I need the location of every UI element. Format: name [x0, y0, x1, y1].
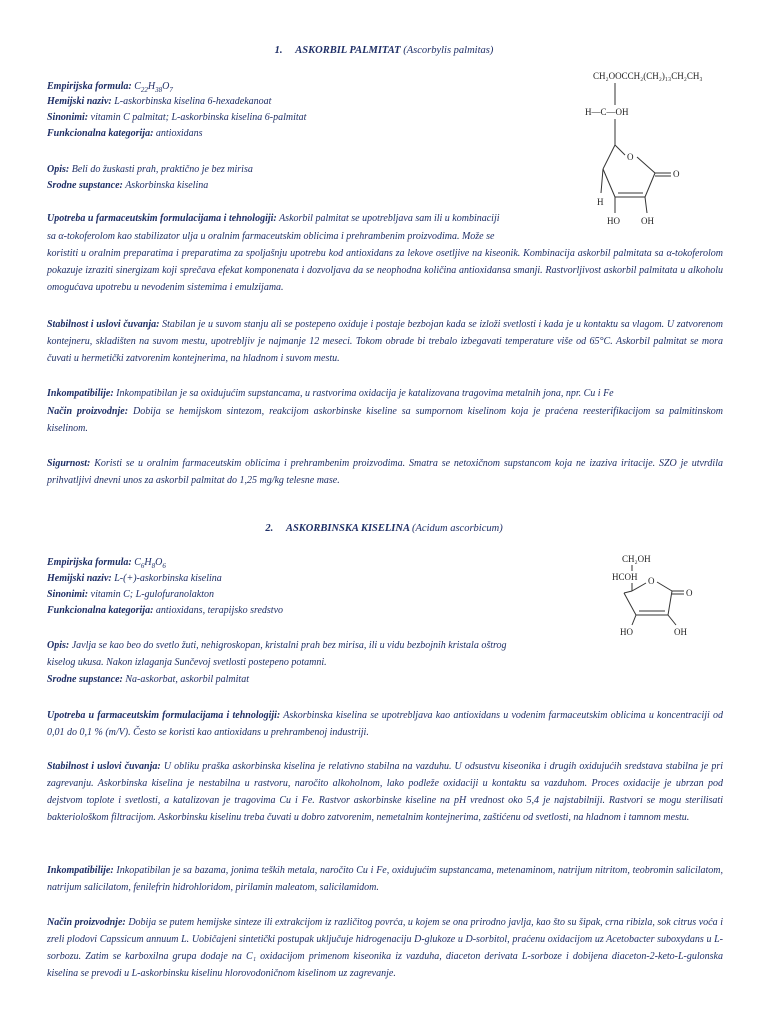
structure-chain-label: CH₂OOCCH₂(CH₂)₁₃CH₂CH₃: [593, 71, 703, 81]
s2-related-label: Srodne supstance:: [47, 674, 123, 685]
s2-synonyms-line: [47, 589, 214, 601]
s2-usage-text: Askorbinska kiselina se upotrebljava kao antioxidans u vodenim farmaceutskim oblicima u koncentraciji od 0,01 do 0,1 % (m/V). Često se koristi kao antioxidans u prehrambenoj industriji.: [47, 710, 723, 738]
s2-formula: $C_6H_8O_6$: [134, 557, 166, 570]
s2-stability-text: U obliku praška askorbinska kiselina je relativno stabilna na vazduhu. U odsustvu kiseonika i drugih oxidujućih sredstava stabilna je pri zagrevanju. Askorbinska kiselina je nestabilna u rastvoru, naročito alkoholnom, lako podleže oxidaciji u kontaktu sa vazduhom. Proces oxidacije je ubrzan pod dejstvom toplote i svetlosti, a katalizovan je tragovima Cu i Fe. Rastvor askorbinske kiseline na pH vrednost oko 5,4 je najstabilniji. Rastvori se mogu sterilisati bakteriološkom filtracijom. Askorbinsku kiselinu treba čuvati u dobro zatvorenim, nemetalnim kontejnerima, zaštićenu od svetlosti, na hladnom i tamnom mestu.: [47, 761, 723, 823]
ascorbyl-palmitate-structure: [585, 65, 730, 240]
structure-oh-label: OH: [641, 216, 654, 226]
s2-formula-label: Empirijska formula:: [47, 557, 132, 568]
structure-ho-label-2: HO: [620, 627, 633, 637]
s1-desc: Beli do žuskasti prah, praktično je bez mirisa: [71, 164, 253, 175]
s1-stability-paragraph: [47, 316, 723, 367]
s2-incompat-text: Inkopatibilan je sa bazama, jonima teških metala, naročito Cu i Fe, oxidujućim supstancama, metenaminom, natrijum nitritom, teobromin salicilatom, natrijum salicilatom, fenilefrin hidrohloridom, pirilamin maleatom, salicilamidom.: [47, 865, 724, 893]
s2-category-line: [47, 605, 283, 617]
s2-production-label: Način proizvodnje:: [47, 917, 126, 928]
s1-formula-line: [47, 81, 173, 93]
s1-chem-name: L-askorbinska kiselina 6-hexadekanoat: [114, 96, 272, 107]
s2-desc-line-2: kiselog ukusa. Nakon izlaganja Sunčevoj svetlosti postepeno potamni.: [47, 657, 327, 668]
s1-usage-line-1: [47, 213, 500, 225]
s2-usage-paragraph: [47, 707, 723, 741]
s1-desc-label: Opis:: [47, 164, 70, 175]
s1-chem-name-label: Hemijski naziv:: [47, 96, 112, 107]
s2-desc-line-1: [47, 640, 507, 652]
s1-safety-text: Koristi se u oralnim farmaceutskim oblicima i prehrambenim proizvodima. Smatra se netoxičnom supstancom koja ne izaziva iritacije. SZO je utvrdila prihvatljivi dnevni unos za askorbil palmitat do 1,25 mg/kg telesne mase.: [47, 458, 723, 486]
s1-incompat-text: Inkompatibilan je sa oxidujućim supstancama, u rastvorima oxidacija je katalizovana tragovima metalnih jona, npr. Cu i Fe: [116, 388, 614, 399]
structure-oh-label-2: OH: [674, 627, 687, 637]
s1-synonyms: vitamin C palmitat; L-askorbinska kiselina 6-palmitat: [90, 112, 307, 123]
structure-hc-label: H—C—OH: [585, 107, 629, 117]
s2-desc-text-1: Javlja se kao beo do svetlo žuti, nehigroskopan, kristalni prah bez mirisa, ili u vidu bezbojnih kristala oštrog: [71, 640, 507, 651]
structure-ring-oxygen: O: [627, 152, 634, 162]
s1-related-line: [47, 180, 208, 192]
s2-incompat-label: Inkompatibilije:: [47, 865, 114, 876]
s1-chem-name-line: [47, 96, 271, 108]
s2-category: antioxidans, terapijsko sredstvo: [155, 605, 284, 616]
s1-synonyms-label: Sinonimi:: [47, 112, 89, 123]
section-2-number: 2.: [265, 523, 274, 534]
s2-related-line: [47, 674, 249, 686]
s2-chem-name-label: Hemijski naziv:: [47, 573, 112, 584]
s1-incompat-paragraph: [47, 385, 723, 402]
s2-production-text: Dobija se putem hemijske sinteze ili extrakcijom iz različitog povrća, u kojem se ona prirodno javlja, kao što su šipak, crna ribizla, sok citrus voća i zreli plodovi Capssicum annuum L. Uobičajeni sintetički postupak uključuje hidrogenaciju D-glukoze u D-sorbitol, praćenu oxidacijom uz Acetobacter suboxydans u L-sorbozu. Zatim se karboxilna grupa dodaje na C₁ oxidacijom primenom kiseonika iz vazduha, diaceton derivata L-sorboze i dobijena diaceton-2-keto-L-gulonska kiselina se prevodi u L-askorbinsku kiselinu hlorovodoničnom kiselinom uz zagrevanje.: [47, 917, 723, 979]
s1-stability-label: Stabilnost i uslovi čuvanja:: [47, 319, 160, 330]
structure-h-label: H: [597, 197, 604, 207]
structure-hcoh-label: HCOH: [612, 572, 638, 582]
section-1-title: [0, 45, 768, 56]
s2-stability-label: Stabilnost i uslovi čuvanja:: [47, 761, 161, 772]
s2-related: Na-askorbat, askorbil palmitat: [125, 674, 249, 685]
s1-synonyms-line: [47, 112, 306, 124]
section-1-heading: ASKORBIL PALMITAT: [295, 45, 401, 56]
s1-formula-label: Empirijska formula:: [47, 81, 132, 92]
s1-production-paragraph: [47, 403, 723, 437]
s2-desc-label: Opis:: [47, 640, 70, 651]
section-1-number: 1.: [274, 45, 283, 56]
structure-ho-label: HO: [607, 216, 620, 226]
s1-usage-label: Upotreba u farmaceutskim formulacijama i tehnologiji:: [47, 213, 277, 224]
s2-chem-name-line: [47, 573, 222, 585]
s1-desc-line: [47, 164, 253, 176]
s2-chem-name: L-(+)-askorbinska kiselina: [114, 573, 222, 584]
structure-carbonyl-oxygen-2: O: [686, 588, 693, 598]
section-2-heading: ASKORBINSKA KISELINA: [285, 523, 410, 534]
s1-stability-text: Stabilan je u suvom stanju ali se postepeno oxiduje i postaje bezbojan kada se izloži svetlosti i kada je u kontaktu sa vlagom. U zatvorenom kontejneru, skladišten na suvom mestu, upotrebljiv je najmanje 12 meseci. Tokom obrade bi trebalo izbegavati temperature više od 65°C. Askorbil palmitat se mora čuvati u hermetički zatvorenim kontejnerima, na hladnom i suvom mestu.: [47, 319, 724, 364]
s1-formula: $C_{22}H_{38}O_7$: [134, 81, 173, 94]
ascorbic-acid-structure: [610, 549, 710, 649]
s2-category-label: Funkcionalna kategorija:: [47, 605, 154, 616]
s1-incompat-label: Inkompatibilije:: [47, 388, 114, 399]
s2-incompat-paragraph: [47, 862, 723, 896]
s1-category-line: [47, 128, 203, 140]
s1-category-label: Funkcionalna kategorija:: [47, 128, 154, 139]
s2-usage-label: Upotreba u farmaceutskim formulacijama i tehnologiji:: [47, 710, 281, 721]
section-1-latin-name: (Ascorbylis palmitas): [403, 45, 494, 56]
s2-formula-line: [47, 557, 166, 569]
structure-ring-oxygen-2: O: [648, 576, 655, 586]
s1-usage-paragraph: koristiti u oralnim preparatima i preparatima za spoljašnju upotrebu kod antioxidans za lekove osetljive na kiseonik. Kombinacija askorbil palmitata sa α-tokoferolom pokazuje izraziti sinergizam koji sprečava efekat komponenata i dozvoljava da se neophodna količina antioxidansa smanji. Rastvorljivost askorbil palmitata u alkoholu omogućava upotrebu u nevodenim sistemima i emulzijama.: [47, 248, 723, 293]
section-2-title: [0, 523, 768, 534]
s1-safety-label: Sigurnost:: [47, 458, 91, 469]
s1-related: Askorbinska kiselina: [125, 180, 209, 191]
s1-usage-line-2: sa α-tokoferolom kao stabilizator ulja u oralnim farmaceutskim oblicima i prehrambenim proizvodima. Može se: [47, 231, 495, 242]
s1-category: antioxidans: [155, 128, 203, 139]
s2-stability-paragraph: [47, 758, 723, 826]
s2-production-paragraph: [47, 914, 723, 982]
structure-ch2oh-label: CH₂OH: [622, 554, 651, 564]
structure-carbonyl-oxygen: O: [673, 169, 680, 179]
s1-production-text: Dobija se hemijskom sintezom, reakcijom askorbinske kiseline sa sumpornom kiselinom koja je praćena reesterifikacijom sa palmitinskom kiselinom.: [47, 406, 724, 434]
s1-production-label: Način proizvodnje:: [47, 406, 129, 417]
s1-usage-text-1: Askorbil palmitat se upotrebljava sam ili u kombinaciji: [279, 213, 500, 224]
s2-synonyms-label: Sinonimi:: [47, 589, 89, 600]
s2-synonyms: vitamin C; L-gulofuranolakton: [90, 589, 214, 600]
s1-related-label: Srodne supstance:: [47, 180, 123, 191]
section-2-latin-name: (Acidum ascorbicum): [412, 523, 503, 534]
s1-safety-paragraph: [47, 455, 723, 489]
